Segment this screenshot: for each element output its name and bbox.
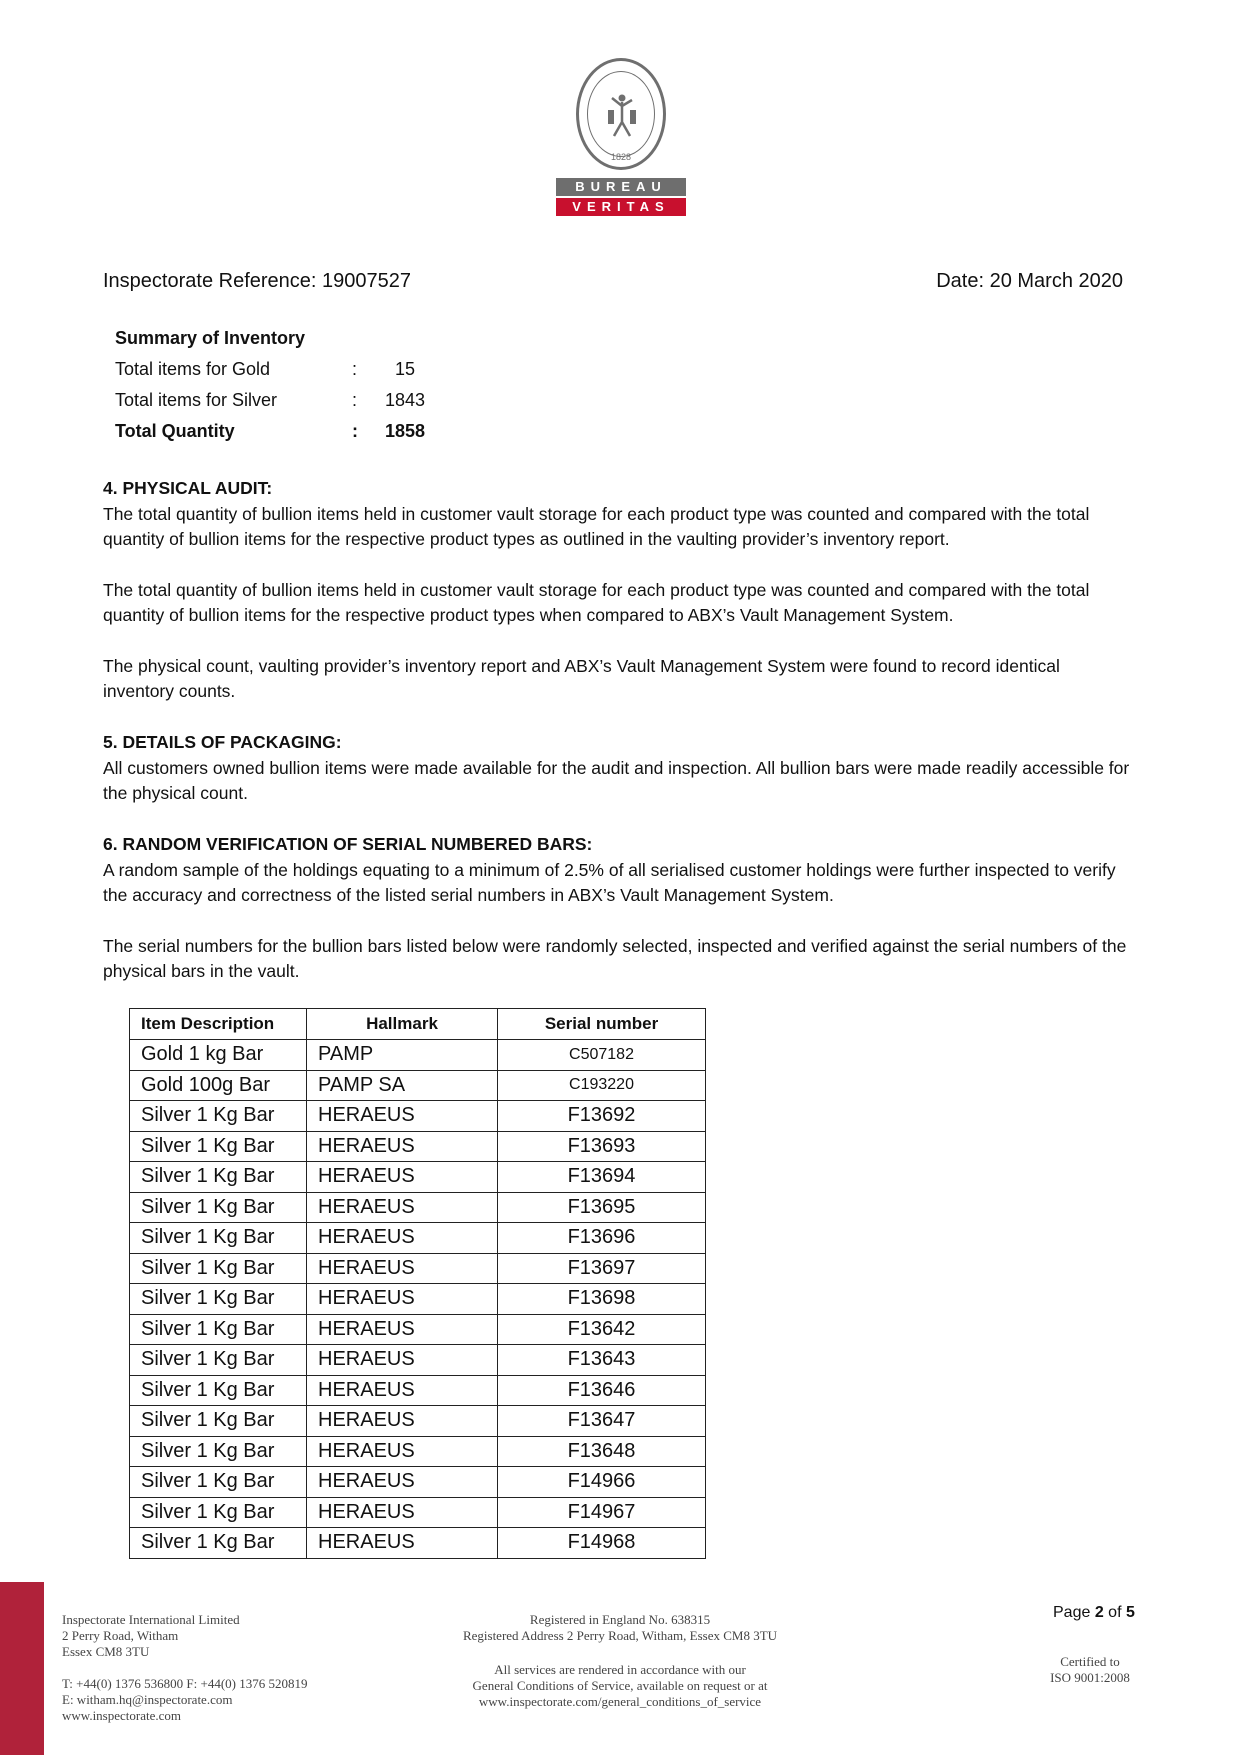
table-row: [130, 1467, 706, 1498]
table-row: [130, 1345, 706, 1376]
table-row: [130, 1192, 706, 1223]
summary-value: 1858: [384, 421, 426, 441]
cell-serial-number: F13696: [498, 1223, 706, 1254]
contact-email: E: witham.hq@inspectorate.com: [62, 1692, 233, 1707]
cell-serial-number: F14966: [498, 1467, 706, 1498]
cell-item-description: Silver 1 Kg Bar: [130, 1436, 307, 1467]
summary-separator: :: [352, 359, 358, 379]
registration-line: Registered in England No. 638315: [529, 1612, 711, 1627]
table-row: [130, 1314, 706, 1345]
footer-certification: [1040, 1654, 1140, 1686]
table-row: [130, 1528, 706, 1559]
registration-line: Registered Address 2 Perry Road, Witham, Essex CM8 3TU: [462, 1628, 778, 1643]
table-row: [130, 1284, 706, 1315]
cell-serial-number: F13698: [498, 1284, 706, 1315]
cell-hallmark: HERAEUS: [307, 1497, 498, 1528]
paragraph: The total quantity of bullion items held in customer vault storage for each product type was counted and compared with the total quantity of bullion items for the respective product types when compared to ABX’s Vault Management System.: [103, 579, 1090, 625]
logo-year: 1828: [610, 152, 632, 162]
summary-row-total: [115, 421, 455, 445]
paragraph: The serial numbers for the bullion bars listed below were randomly selected, inspected and verified against the serial numbers of the physical bars in the vault.: [103, 935, 1127, 981]
cell-item-description: Silver 1 Kg Bar: [130, 1101, 307, 1132]
paragraph: The physical count, vaulting provider’s inventory report and ABX’s Vault Management System were found to record identical inventory counts.: [103, 655, 1060, 701]
section-packaging: [103, 730, 1133, 807]
figure-icon: [608, 92, 636, 140]
summary-separator: :: [352, 421, 358, 441]
cell-hallmark: PAMP SA: [307, 1070, 498, 1101]
table-row: [130, 1406, 706, 1437]
cell-hallmark: HERAEUS: [307, 1162, 498, 1193]
paragraph: A random sample of the holdings equating to a minimum of 2.5% of all serialised customer holdings were further inspected to verify the accuracy and correctness of the listed serial numbers in ABX’s Vault Management System.: [103, 859, 1116, 905]
footer-services: [420, 1662, 820, 1710]
cell-serial-number: C507182: [498, 1040, 706, 1071]
footer-accent-band: [0, 1582, 44, 1755]
cell-serial-number: F13646: [498, 1375, 706, 1406]
summary-label: Total items for Gold: [115, 359, 271, 379]
footer-registration: [420, 1612, 820, 1644]
services-line: All services are rendered in accordance with our: [494, 1662, 746, 1677]
address-line: 2 Perry Road, Witham: [62, 1628, 179, 1643]
cell-item-description: Silver 1 Kg Bar: [130, 1131, 307, 1162]
cell-hallmark: HERAEUS: [307, 1253, 498, 1284]
footer-address: [62, 1612, 240, 1660]
contact-website: www.inspectorate.com: [62, 1708, 182, 1723]
cell-serial-number: F13692: [498, 1101, 706, 1132]
table-row: [130, 1131, 706, 1162]
table-row: [130, 1162, 706, 1193]
page-number: Page 2 of 5: [1053, 1604, 1135, 1621]
cell-serial-number: C193220: [498, 1070, 706, 1101]
section-heading: 6. RANDOM VERIFICATION OF SERIAL NUMBERED BARS:: [103, 834, 593, 854]
logo-bar-bureau: BUREAU: [556, 178, 686, 196]
cell-hallmark: HERAEUS: [307, 1528, 498, 1559]
certified-line: Certified to: [1060, 1654, 1120, 1669]
cell-serial-number: F13697: [498, 1253, 706, 1284]
cell-hallmark: HERAEUS: [307, 1101, 498, 1132]
cell-item-description: Silver 1 Kg Bar: [130, 1314, 307, 1345]
cell-item-description: Silver 1 Kg Bar: [130, 1284, 307, 1315]
table-body: [130, 1040, 706, 1559]
cell-serial-number: F13694: [498, 1162, 706, 1193]
section-verification: [103, 832, 1133, 985]
contact-phone: T: +44(0) 1376 536800 F: +44(0) 1376 520819: [62, 1676, 308, 1691]
column-header-serial: Serial number: [498, 1009, 706, 1040]
cell-serial-number: F13647: [498, 1406, 706, 1437]
cell-serial-number: F13643: [498, 1345, 706, 1376]
report-date: Date: 20 March 2020: [936, 270, 1123, 292]
cell-serial-number: F14968: [498, 1528, 706, 1559]
column-header-hallmark: Hallmark: [307, 1009, 498, 1040]
table-row: [130, 1375, 706, 1406]
summary-separator: :: [352, 390, 358, 410]
cell-serial-number: F13648: [498, 1436, 706, 1467]
table-row: [130, 1040, 706, 1071]
footer-contact: [62, 1676, 307, 1724]
summary-value: 15: [394, 359, 416, 379]
cell-hallmark: HERAEUS: [307, 1406, 498, 1437]
summary-value: 1843: [384, 390, 426, 410]
cell-hallmark: HERAEUS: [307, 1223, 498, 1254]
summary-label: Total Quantity: [115, 421, 235, 441]
cell-item-description: Silver 1 Kg Bar: [130, 1162, 307, 1193]
summary-title: Summary of Inventory: [115, 328, 306, 348]
column-header-item: Item Description: [130, 1009, 307, 1040]
cell-item-description: Gold 1 kg Bar: [130, 1040, 307, 1071]
serial-number-table: [129, 1008, 706, 1559]
cell-item-description: Silver 1 Kg Bar: [130, 1497, 307, 1528]
summary-label: Total items for Silver: [115, 390, 278, 410]
summary-row-silver: [115, 390, 455, 414]
cell-hallmark: HERAEUS: [307, 1284, 498, 1315]
paragraph: The total quantity of bullion items held in customer vault storage for each product type was counted and compared with the total quantity of bullion items for the respective product types as outlined in the vaulting provider’s inventory report.: [103, 503, 1090, 549]
section-physical-audit: [103, 476, 1133, 705]
services-line: General Conditions of Service, available on request or at: [472, 1678, 768, 1693]
table-header-row: [130, 1009, 706, 1040]
cell-serial-number: F13642: [498, 1314, 706, 1345]
cell-item-description: Silver 1 Kg Bar: [130, 1192, 307, 1223]
cell-item-description: Silver 1 Kg Bar: [130, 1253, 307, 1284]
logo-bar-veritas: VERITAS: [556, 198, 686, 216]
table-row: [130, 1101, 706, 1132]
address-line: Inspectorate International Limited: [62, 1612, 240, 1627]
table-row: [130, 1223, 706, 1254]
services-line: www.inspectorate.com/general_conditions_of_service: [478, 1694, 762, 1709]
cell-hallmark: HERAEUS: [307, 1314, 498, 1345]
bureau-veritas-logo: [556, 58, 686, 218]
table-row: [130, 1253, 706, 1284]
section-heading: 4. PHYSICAL AUDIT:: [103, 478, 273, 498]
cell-serial-number: F13695: [498, 1192, 706, 1223]
inspectorate-reference: Inspectorate Reference: 19007527: [103, 270, 411, 292]
cell-item-description: Silver 1 Kg Bar: [130, 1406, 307, 1437]
cell-hallmark: HERAEUS: [307, 1436, 498, 1467]
paragraph: All customers owned bullion items were made available for the audit and inspection. All bullion bars were made readily accessible for the physical count.: [103, 757, 1130, 803]
cell-item-description: Gold 100g Bar: [130, 1070, 307, 1101]
summary-row-gold: [115, 359, 455, 383]
cell-item-description: Silver 1 Kg Bar: [130, 1345, 307, 1376]
cell-item-description: Silver 1 Kg Bar: [130, 1223, 307, 1254]
cell-hallmark: HERAEUS: [307, 1345, 498, 1376]
address-line: Essex CM8 3TU: [62, 1644, 150, 1659]
cell-hallmark: HERAEUS: [307, 1467, 498, 1498]
cell-serial-number: F14967: [498, 1497, 706, 1528]
section-heading: 5. DETAILS OF PACKAGING:: [103, 732, 342, 752]
cell-item-description: Silver 1 Kg Bar: [130, 1467, 307, 1498]
certified-line: ISO 9001:2008: [1050, 1670, 1130, 1685]
cell-hallmark: HERAEUS: [307, 1192, 498, 1223]
table-row: [130, 1497, 706, 1528]
cell-serial-number: F13693: [498, 1131, 706, 1162]
table-row: [130, 1070, 706, 1101]
cell-hallmark: PAMP: [307, 1040, 498, 1071]
cell-hallmark: HERAEUS: [307, 1375, 498, 1406]
cell-hallmark: HERAEUS: [307, 1131, 498, 1162]
cell-item-description: Silver 1 Kg Bar: [130, 1375, 307, 1406]
table-row: [130, 1436, 706, 1467]
cell-item-description: Silver 1 Kg Bar: [130, 1528, 307, 1559]
